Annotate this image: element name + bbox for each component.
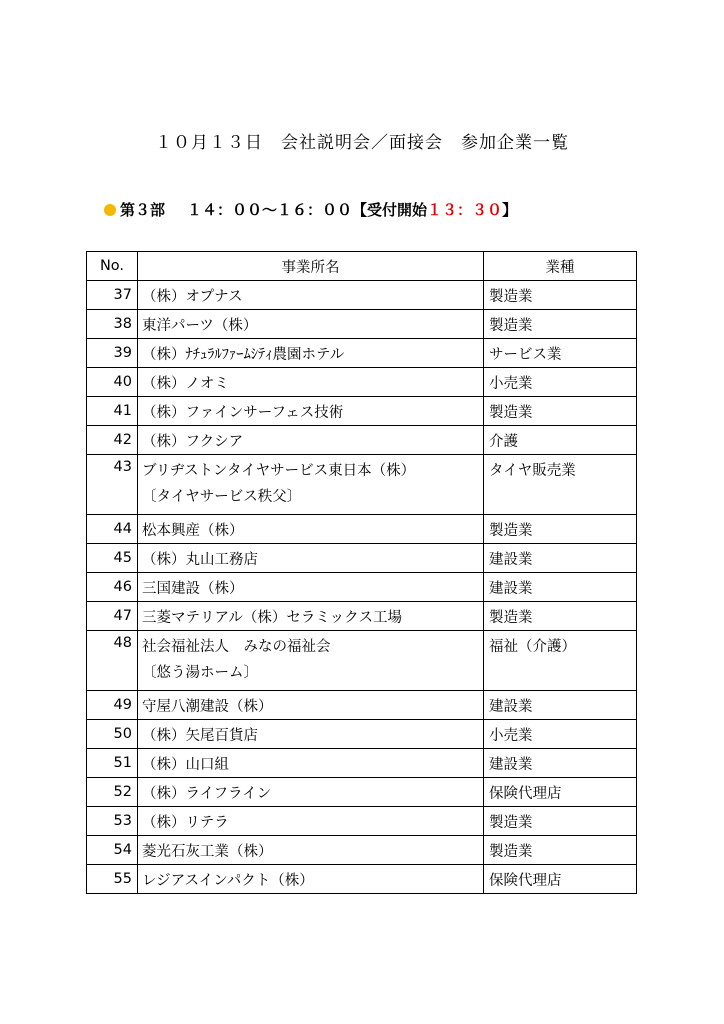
table-row [87,310,637,339]
industry: 製造業 [484,281,637,310]
industry: 小売業 [484,720,637,749]
row-number: 55 [87,865,138,894]
header-no: No. [87,252,138,281]
company-name: （株）丸山工務店 [138,544,484,573]
company-name: （株）矢尾百貨店 [138,720,484,749]
header-company-name: 事業所名 [138,252,484,281]
table-row [87,515,637,544]
industry: 製造業 [484,807,637,836]
industry: 製造業 [484,397,637,426]
industry: 保険代理店 [484,865,637,894]
table-row [87,778,637,807]
company-name: （株）ファインサーフェス技術 [138,397,484,426]
industry: 福祉（介護） [484,631,637,691]
table-row [87,602,637,631]
table-row [87,281,637,310]
session-part: 第３部 [120,201,166,219]
industry: 建設業 [484,691,637,720]
company-name: （株）ﾅﾁｭﾗﾙﾌｧｰﾑｼﾃｨ農園ホテル [138,339,484,368]
page-title: １０月１３日 会社説明会／面接会 参加企業一覧 [155,133,569,153]
industry: 建設業 [484,749,637,778]
row-number: 37 [87,281,138,310]
row-number: 42 [87,426,138,455]
table-header-row [87,252,637,281]
company-name-cell [138,631,484,691]
industry: タイヤ販売業 [484,455,637,515]
company-name: 松本興産（株） [138,515,484,544]
row-number: 43 [87,455,138,515]
row-number: 54 [87,836,138,865]
session-time: １４：００～１６：００ [187,201,353,219]
company-table [86,251,637,894]
reception-close-bracket: 】 [502,201,518,219]
row-number: 49 [87,691,138,720]
company-name: 三菱マテリアル（株）セラミックス工場 [138,602,484,631]
industry: 製造業 [484,836,637,865]
company-name: ブリヂストンタイヤサービス東日本（株） [142,463,416,479]
session-heading [104,199,517,220]
table-row [87,691,637,720]
table-row [87,573,637,602]
industry: 製造業 [484,310,637,339]
row-number: 51 [87,749,138,778]
table-row [87,544,637,573]
row-number: 48 [87,631,138,691]
table-row [87,426,637,455]
company-name: （株）ノオミ [138,368,484,397]
industry: 製造業 [484,515,637,544]
row-number: 46 [87,573,138,602]
company-name-cell [138,455,484,515]
row-number: 53 [87,807,138,836]
company-name: 社会福祉法人 みなの福祉会 [142,639,331,655]
company-name: 三国建設（株） [138,573,484,602]
company-name: 守屋八潮建設（株） [138,691,484,720]
company-branch-name: 〔悠う湯ホーム〕 [142,665,258,681]
row-number: 52 [87,778,138,807]
company-name: （株）リテラ [138,807,484,836]
industry: 製造業 [484,602,637,631]
header-industry: 業種 [484,252,637,281]
table-row [87,631,637,691]
reception-open-label: 【受付開始 [352,201,428,219]
company-name: （株）山口組 [138,749,484,778]
table-row [87,720,637,749]
table-row [87,865,637,894]
company-name: （株）オプナス [138,281,484,310]
company-branch-name: 〔タイヤサービス秩父〕 [142,489,302,505]
company-name: （株）フクシア [138,426,484,455]
company-name: 東洋パーツ（株） [138,310,484,339]
industry: 介護 [484,426,637,455]
table-row [87,397,637,426]
industry: 保険代理店 [484,778,637,807]
table-row [87,807,637,836]
industry: 建設業 [484,573,637,602]
table-row [87,836,637,865]
row-number: 45 [87,544,138,573]
company-name: レジアスインパクト（株） [138,865,484,894]
table-row [87,339,637,368]
company-name: 菱光石灰工業（株） [138,836,484,865]
row-number: 47 [87,602,138,631]
industry: 小売業 [484,368,637,397]
table-row [87,749,637,778]
industry: 建設業 [484,544,637,573]
row-number: 50 [87,720,138,749]
table-row [87,455,637,515]
industry: サービス業 [484,339,637,368]
row-number: 41 [87,397,138,426]
reception-time: １３：３０ [427,201,503,219]
row-number: 40 [87,368,138,397]
bullet-dot-icon [104,204,116,216]
company-name: （株）ライフライン [138,778,484,807]
row-number: 38 [87,310,138,339]
table-row [87,368,637,397]
row-number: 44 [87,515,138,544]
row-number: 39 [87,339,138,368]
